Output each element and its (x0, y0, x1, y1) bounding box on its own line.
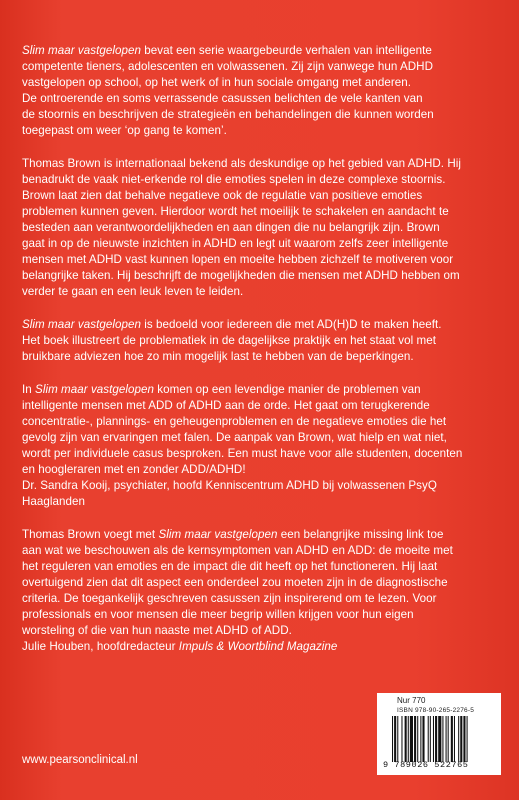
paragraph (22, 43, 500, 139)
text-span: toegepast om weer ‘op gang te komen’. (22, 124, 227, 137)
text-span: komen op een levendige manier de problemen van (154, 383, 421, 396)
text-line (22, 220, 500, 236)
text-line (22, 430, 500, 446)
text-line (22, 75, 500, 91)
text-span: bruikbare adviezen hoe zo min mogelijk last te hebben van de beperkingen. (22, 350, 414, 363)
text-span: bevat een serie waargebeurde verhalen van intelligente (140, 44, 432, 57)
text-span: Haaglanden (22, 495, 86, 508)
text-span: de stoornis en beschrijven de strategieën en behandelingen die kunnen worden (22, 108, 434, 121)
text-span: gaat in op de nieuwste inzichten in ADHD en legt uit waarom zelfs zeer intelligente (22, 237, 449, 250)
text-span: het reguleren van emoties en de impact die dit heeft op het functioneren. Hij laat (22, 560, 438, 573)
text-line (22, 43, 500, 59)
text-span: overtuigend zien dat dit aspect een onderdeel zou moeten zijn in de diagnostische (22, 576, 448, 589)
text-span: aan wat we beschouwen als de kernsymptomen van ADHD en ADD: de moeite met (22, 544, 453, 557)
text-line (22, 591, 500, 607)
text-span: Brown laat zien dat behalve negatieve ook de regulatie van positieve emoties (22, 189, 423, 202)
nur-code: Nur 770 (397, 696, 426, 705)
text-span: worsteling of die van hun naaste met ADHD of ADD. (22, 624, 292, 637)
text-line (22, 188, 500, 204)
text-line (22, 478, 500, 494)
text-span: besteden aan verantwoordelijkheden en aan dingen die nu belangrijk zijn. Brown (22, 221, 440, 234)
text-span: concentratie-, plannings- en geheugenproblemen en de negatieve emoties die het (22, 415, 447, 428)
text-span: wordt per individuele casus besproken. Een must have voor alle studenten, docenten (22, 447, 463, 460)
text-span: problemen kunnen geven. Hierdoor wordt het moeilijk te schakelen en aandacht te (22, 205, 449, 218)
text-span: Julie Houben, hoofdredacteur (22, 640, 179, 653)
text-line (22, 575, 500, 591)
text-line (22, 494, 500, 510)
text-line (22, 446, 500, 462)
text-line (22, 59, 500, 75)
text-line (22, 349, 500, 365)
paragraph (22, 382, 500, 510)
isbn-text: ISBN 978-90-265-2276-5 (397, 707, 475, 714)
blurb-text (22, 43, 500, 672)
text-span: competente tieners, adolescenten en volwassenen. Zij zijn vanwege hun ADHD (22, 60, 434, 73)
text-line (22, 252, 500, 268)
publisher-website: www.pearsonclinical.nl (22, 754, 138, 766)
text-line (22, 317, 500, 333)
text-line (22, 123, 500, 139)
text-line (22, 639, 500, 655)
text-line (22, 382, 500, 398)
text-line (22, 107, 500, 123)
text-line (22, 172, 500, 188)
text-line (22, 623, 500, 639)
text-span: Thomas Brown voegt met (22, 528, 159, 541)
italic-title: Impuls & Woortblind Magazine (178, 640, 338, 653)
text-span: In (22, 383, 36, 396)
paragraph (22, 317, 500, 365)
text-line (22, 268, 500, 284)
text-line (22, 462, 500, 478)
text-line (22, 284, 500, 300)
text-line (22, 527, 500, 543)
text-line (22, 236, 500, 252)
text-span: is bedoeld voor iedereen die met AD(H)D te maken heeft. (140, 318, 442, 331)
text-span: Dr. Sandra Kooij, psychiater, hoofd Kenniscentrum ADHD bij volwassenen PsyQ (22, 479, 437, 492)
text-line (22, 607, 500, 623)
paragraph (22, 527, 500, 655)
text-span: gevolg zijn van ervaringen met falen. De aanpak van Brown, wat hielp en wat niet, (22, 431, 447, 444)
text-span: intelligente mensen met ADD of ADHD aan de orde. Het gaat om terugkerende (22, 399, 430, 412)
italic-title: Slim maar vastgelopen (22, 318, 141, 331)
text-span: en hoogleraren met en zonder ADD/ADHD! (22, 463, 246, 476)
text-span: benadrukt de vaak niet-erkende rol die emoties spelen in deze complexe stoornis. (22, 173, 446, 186)
text-span: criteria. De toegankelijk geschreven casussen zijn inspirerend om te lezen. Voor (22, 592, 437, 605)
text-span: Thomas Brown is internationaal bekend als deskundige op het gebied van ADHD. Hij (22, 157, 462, 170)
text-span: De ontroerende en soms verrassende casussen belichten de vele kanten van (22, 92, 423, 105)
text-span: een belangrijke missing link toe (277, 528, 444, 541)
text-line (22, 333, 500, 349)
italic-title: Slim maar vastgelopen (22, 44, 141, 57)
barcode-label (377, 693, 501, 775)
barcode-bars (392, 716, 496, 762)
text-span: verder te gaan en een leuk leven te leiden. (22, 285, 244, 298)
text-span: mensen met ADHD vast kunnen lopen en moeite hebben zichzelf te motiveren voor (22, 253, 454, 266)
text-span: vastgelopen op school, op het werk of in hun sociale omgang met anderen. (22, 76, 412, 89)
text-line (22, 559, 500, 575)
text-span: Het boek illustreert de problematiek in de dagelijkse praktijk en het staat vol met (22, 334, 437, 347)
italic-title: Slim maar vastgelopen (35, 383, 155, 396)
text-line (22, 414, 500, 430)
text-line (22, 204, 500, 220)
text-line (22, 398, 500, 414)
italic-title: Slim maar vastgelopen (158, 528, 278, 541)
barcode-digits: 9 789026 522765 (383, 760, 469, 770)
text-span: professionals en voor mensen die meer begrip willen krijgen voor hun eigen (22, 608, 414, 621)
text-line (22, 156, 500, 172)
paragraph (22, 156, 500, 300)
text-line (22, 543, 500, 559)
text-line (22, 91, 500, 107)
text-span: belangrijke taken. Hij beschrijft de mogelijkheden die mensen met ADHD hebben om (22, 269, 460, 282)
